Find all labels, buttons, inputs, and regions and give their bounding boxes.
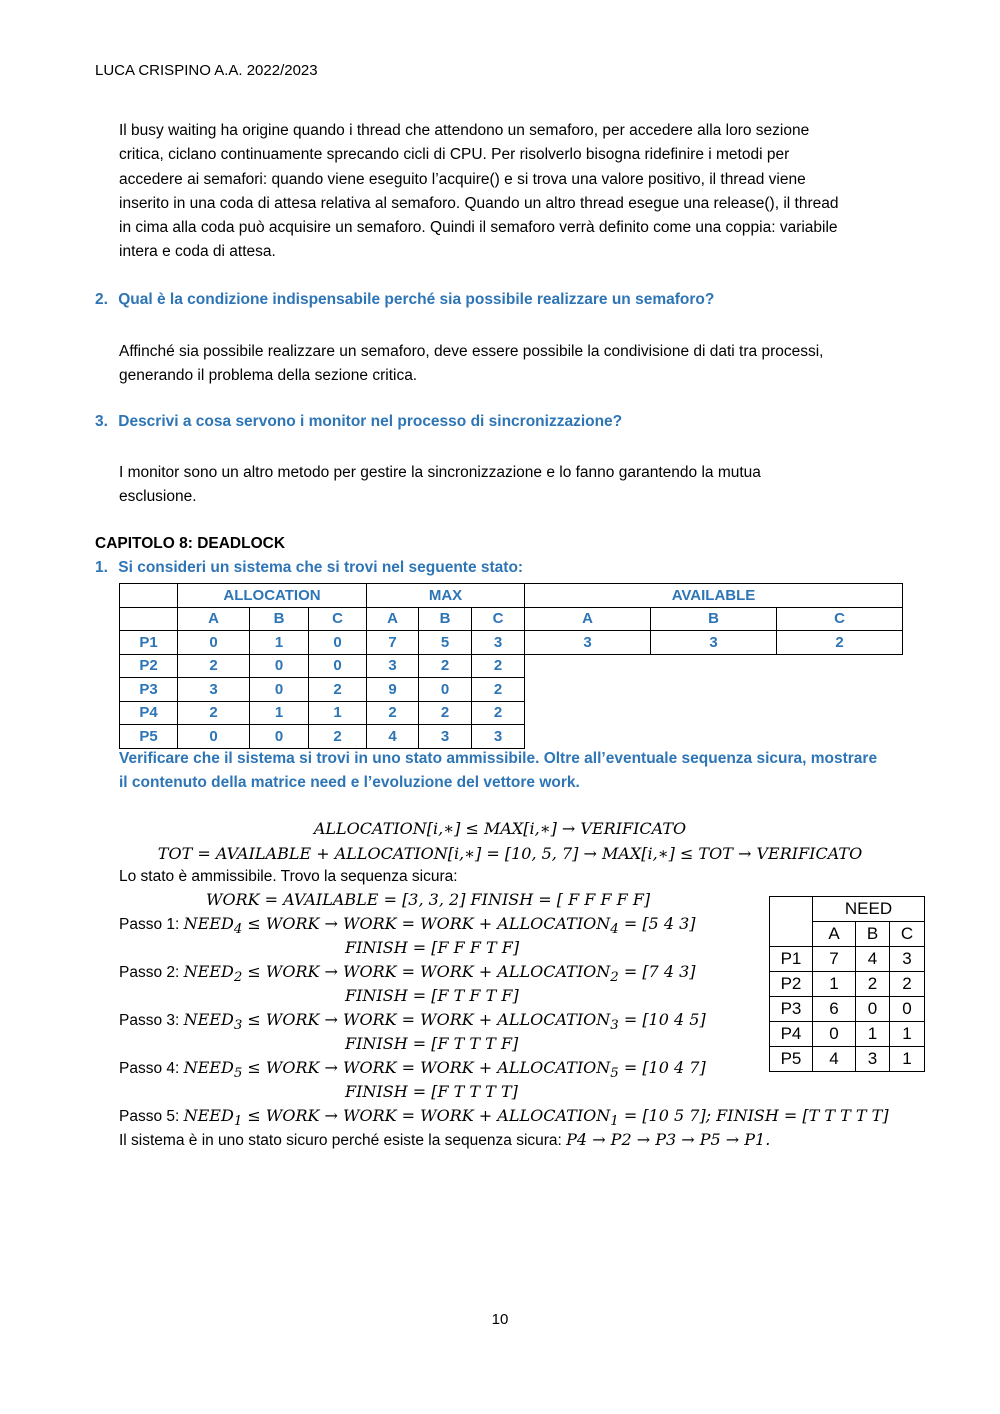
table-cell: 2 <box>178 654 250 678</box>
table-cell: 4 <box>856 947 890 972</box>
table-cell: 3 <box>419 725 472 749</box>
step-sub: 2 <box>233 970 243 986</box>
col-header: A <box>178 607 250 631</box>
question-number: 1. <box>95 559 108 576</box>
text-line: accedere ai semafori: quando viene eseguito l’acquire() e si trova una valore positivo, il thread viene <box>119 170 806 188</box>
step-label: Passo 3: <box>119 1012 184 1029</box>
state-ok-text: Lo stato è ammissibile. Trovo la sequenza sicura: <box>119 868 458 885</box>
empty-cell <box>525 725 903 749</box>
formula-verify-total: TOT = AVAILABLE + ALLOCATION[i,∗] = [10, 5, 7] → MAX[i,∗] ≤ TOT → VERIFICATO <box>157 844 863 863</box>
step-1-finish: FINISH = [F F F T F] <box>345 938 520 957</box>
table-cell <box>770 897 813 922</box>
col-header: B <box>651 607 777 631</box>
step-need: NEED <box>183 1058 234 1077</box>
process-label: P4 <box>770 1022 813 1047</box>
table-cell: 3 <box>178 678 250 702</box>
empty-cell <box>525 654 903 678</box>
table-cell: 0 <box>309 654 367 678</box>
step-need: NEED <box>183 962 234 981</box>
process-label: P5 <box>770 1047 813 1072</box>
table-cell: 0 <box>813 1022 856 1047</box>
process-label: P5 <box>120 725 178 749</box>
table-cell: 1 <box>890 1047 925 1072</box>
table-cell <box>770 922 813 947</box>
table-cell: 2 <box>472 701 525 725</box>
step-need: NEED <box>183 1106 234 1125</box>
step-sub: 5 <box>610 1066 619 1082</box>
step-3 <box>119 1010 706 1033</box>
table-cell: 0 <box>178 725 250 749</box>
text-line: il contenuto della matrice need e l’evoluzione del vettore work. <box>119 774 580 791</box>
col-header: A <box>813 922 856 947</box>
table-cell: 1 <box>890 1022 925 1047</box>
table-row <box>770 972 925 997</box>
task-text <box>119 747 877 795</box>
table-cell: 0 <box>250 654 309 678</box>
table-cell: 3 <box>367 654 419 678</box>
step-2-finish: FINISH = [F T F T F] <box>345 986 519 1005</box>
table-cell: 1 <box>250 631 309 655</box>
col-header: C <box>309 607 367 631</box>
answer-2 <box>119 340 823 389</box>
text-line: intera e coda di attesa. <box>119 243 276 261</box>
process-label: P3 <box>120 678 178 702</box>
table-cell: 2 <box>309 725 367 749</box>
intro-paragraph <box>119 119 919 265</box>
col-header: B <box>856 922 890 947</box>
table-cell: 0 <box>309 631 367 655</box>
table-cell: 2 <box>890 972 925 997</box>
table-cell: 0 <box>419 678 472 702</box>
step-2 <box>119 962 696 985</box>
table-cell: 1 <box>309 701 367 725</box>
table-cell: 2 <box>419 701 472 725</box>
allocation-header: ALLOCATION <box>178 584 367 608</box>
step-formula: ≤ WORK → WORK = WORK + ALLOCATION <box>242 1106 611 1125</box>
table-header-row <box>770 897 925 922</box>
table-cell: 4 <box>813 1047 856 1072</box>
formula-work-init: WORK = AVAILABLE = [3, 3, 2] FINISH = [ F F F F F] <box>206 890 651 909</box>
table-cell <box>120 584 178 608</box>
table-cell: 0 <box>890 997 925 1022</box>
text-line: Il busy waiting ha origine quando i thread che attendono un semaforo, per accedere alla loro sezione <box>119 122 810 139</box>
process-label: P3 <box>770 997 813 1022</box>
table-cell: 4 <box>367 725 419 749</box>
step-sub: 5 <box>233 1066 243 1082</box>
table-cell: 0 <box>250 725 309 749</box>
question-text: Qual è la condizione indispensabile perché sia possibile realizzare un semaforo? <box>118 291 715 308</box>
table-row <box>770 947 925 972</box>
table-row <box>120 678 903 702</box>
process-label: P1 <box>770 947 813 972</box>
step-3-finish: FINISH = [F T T T F] <box>345 1034 519 1053</box>
table-cell: 3 <box>890 947 925 972</box>
table-cell: 3 <box>472 725 525 749</box>
table-cell: 0 <box>250 678 309 702</box>
table-cell: 9 <box>367 678 419 702</box>
text-line: esclusione. <box>119 488 197 506</box>
step-result: = [5 4 3] <box>618 914 696 933</box>
table-cell: 1 <box>813 972 856 997</box>
table-subheader-row <box>120 607 903 631</box>
question-1 <box>95 559 523 577</box>
process-label: P1 <box>120 631 178 655</box>
col-header: C <box>890 922 925 947</box>
table-cell: 7 <box>813 947 856 972</box>
state-table <box>119 583 903 749</box>
text-line: Affinché sia possibile realizzare un semaforo, deve essere possibile la condivisione di dati tra processi, <box>119 343 824 360</box>
available-cell: 3 <box>525 631 651 655</box>
need-table <box>769 896 925 1072</box>
table-cell: 3 <box>472 631 525 655</box>
table-cell: 6 <box>813 997 856 1022</box>
table-cell: 5 <box>419 631 472 655</box>
step-formula: ≤ WORK → WORK = WORK + ALLOCATION <box>242 914 611 933</box>
available-cell: 3 <box>651 631 777 655</box>
step-label: Passo 1: <box>119 916 184 933</box>
table-cell: 2 <box>178 701 250 725</box>
table-row <box>120 631 903 655</box>
table-cell: 1 <box>856 1022 890 1047</box>
table-cell: 7 <box>367 631 419 655</box>
step-sub: 1 <box>610 1114 619 1130</box>
step-sub: 3 <box>233 1018 243 1034</box>
step-need: NEED <box>183 1010 234 1029</box>
table-cell: 0 <box>178 631 250 655</box>
table-cell: 2 <box>472 678 525 702</box>
table-row <box>770 997 925 1022</box>
step-need: NEED <box>183 914 234 933</box>
col-header: A <box>525 607 651 631</box>
table-cell: 1 <box>250 701 309 725</box>
table-cell: 2 <box>472 654 525 678</box>
table-header-row <box>120 584 903 608</box>
text-line: in cima alla coda può acquisire un semaforo. Quindi il semaforo verrà definito come una coppia: variabile <box>119 219 838 237</box>
step-5 <box>119 1106 889 1129</box>
safe-sequence: P4 → P2 → P3 → P5 → P1. <box>566 1130 771 1149</box>
chapter-title: CAPITOLO 8: DEADLOCK <box>95 535 286 552</box>
formula-verify-allocation: ALLOCATION[i,∗] ≤ MAX[i,∗] → VERIFICATO <box>313 819 687 838</box>
step-formula: ≤ WORK → WORK = WORK + ALLOCATION <box>242 1010 611 1029</box>
table-cell: 2 <box>309 678 367 702</box>
step-sub: 4 <box>233 922 243 938</box>
need-header: NEED <box>813 897 925 922</box>
step-formula: ≤ WORK → WORK = WORK + ALLOCATION <box>242 962 611 981</box>
step-1 <box>119 914 696 937</box>
step-4-finish: FINISH = [F T T T T] <box>345 1082 518 1101</box>
question-2 <box>95 291 714 309</box>
process-label: P4 <box>120 701 178 725</box>
table-cell <box>120 607 178 631</box>
step-sub: 1 <box>233 1114 243 1130</box>
text-line: critica, ciclano continuamente sprecando cicli di CPU. Per risolverlo bisogna ridefinire i metodi per <box>119 146 790 164</box>
col-header: C <box>472 607 525 631</box>
step-result: = [10 5 7]; FINISH = [T T T T T] <box>618 1106 889 1125</box>
col-header: A <box>367 607 419 631</box>
step-label: Passo 2: <box>119 964 184 981</box>
table-row <box>120 701 903 725</box>
conclusion-text: Il sistema è in uno stato sicuro perché esiste la sequenza sicura: <box>119 1132 567 1149</box>
step-sub: 3 <box>610 1018 619 1034</box>
table-subheader-row <box>770 922 925 947</box>
table-cell: 2 <box>856 972 890 997</box>
step-result: = [7 4 3] <box>618 962 696 981</box>
table-row <box>120 654 903 678</box>
text-line: Verificare che il sistema si trovi in uno stato ammissibile. Oltre all’eventuale sequenza sicura, mostrare <box>119 750 878 767</box>
text-line: inserito in una coda di attesa relativa al semaforo. Quando un altro thread esegue una release(), il thread <box>119 194 839 212</box>
step-sub: 2 <box>610 970 619 986</box>
question-number: 3. <box>95 413 108 430</box>
step-label: Passo 4: <box>119 1060 184 1077</box>
empty-cell <box>525 678 903 702</box>
table-cell: 3 <box>856 1047 890 1072</box>
question-3 <box>95 413 622 431</box>
step-sub: 4 <box>610 922 619 938</box>
table-cell: 0 <box>856 997 890 1022</box>
table-row <box>120 725 903 749</box>
available-header: AVAILABLE <box>525 584 903 608</box>
step-4 <box>119 1058 706 1081</box>
step-formula: ≤ WORK → WORK = WORK + ALLOCATION <box>242 1058 611 1077</box>
page-number: 10 <box>491 1311 509 1328</box>
table-cell: 2 <box>367 701 419 725</box>
max-header: MAX <box>367 584 525 608</box>
answer-3 <box>119 461 761 510</box>
table-cell: 2 <box>419 654 472 678</box>
text-line: generando il problema della sezione critica. <box>119 367 418 385</box>
process-label: P2 <box>770 972 813 997</box>
empty-cell <box>525 701 903 725</box>
conclusion <box>119 1130 770 1150</box>
question-number: 2. <box>95 291 108 308</box>
page-header: LUCA CRISPINO A.A. 2022/2023 <box>95 62 318 79</box>
available-cell: 2 <box>777 631 903 655</box>
process-label: P2 <box>120 654 178 678</box>
step-result: = [10 4 7] <box>618 1058 706 1077</box>
table-row <box>770 1047 925 1072</box>
question-text: Si consideri un sistema che si trovi nel seguente stato: <box>118 559 524 576</box>
col-header: B <box>250 607 309 631</box>
col-header: B <box>419 607 472 631</box>
step-label: Passo 5: <box>119 1108 184 1125</box>
step-result: = [10 4 5] <box>618 1010 706 1029</box>
table-row <box>770 1022 925 1047</box>
col-header: C <box>777 607 903 631</box>
question-text: Descrivi a cosa servono i monitor nel processo di sincronizzazione? <box>118 413 623 430</box>
text-line: I monitor sono un altro metodo per gestire la sincronizzazione e lo fanno garantendo la mutua <box>119 464 761 481</box>
